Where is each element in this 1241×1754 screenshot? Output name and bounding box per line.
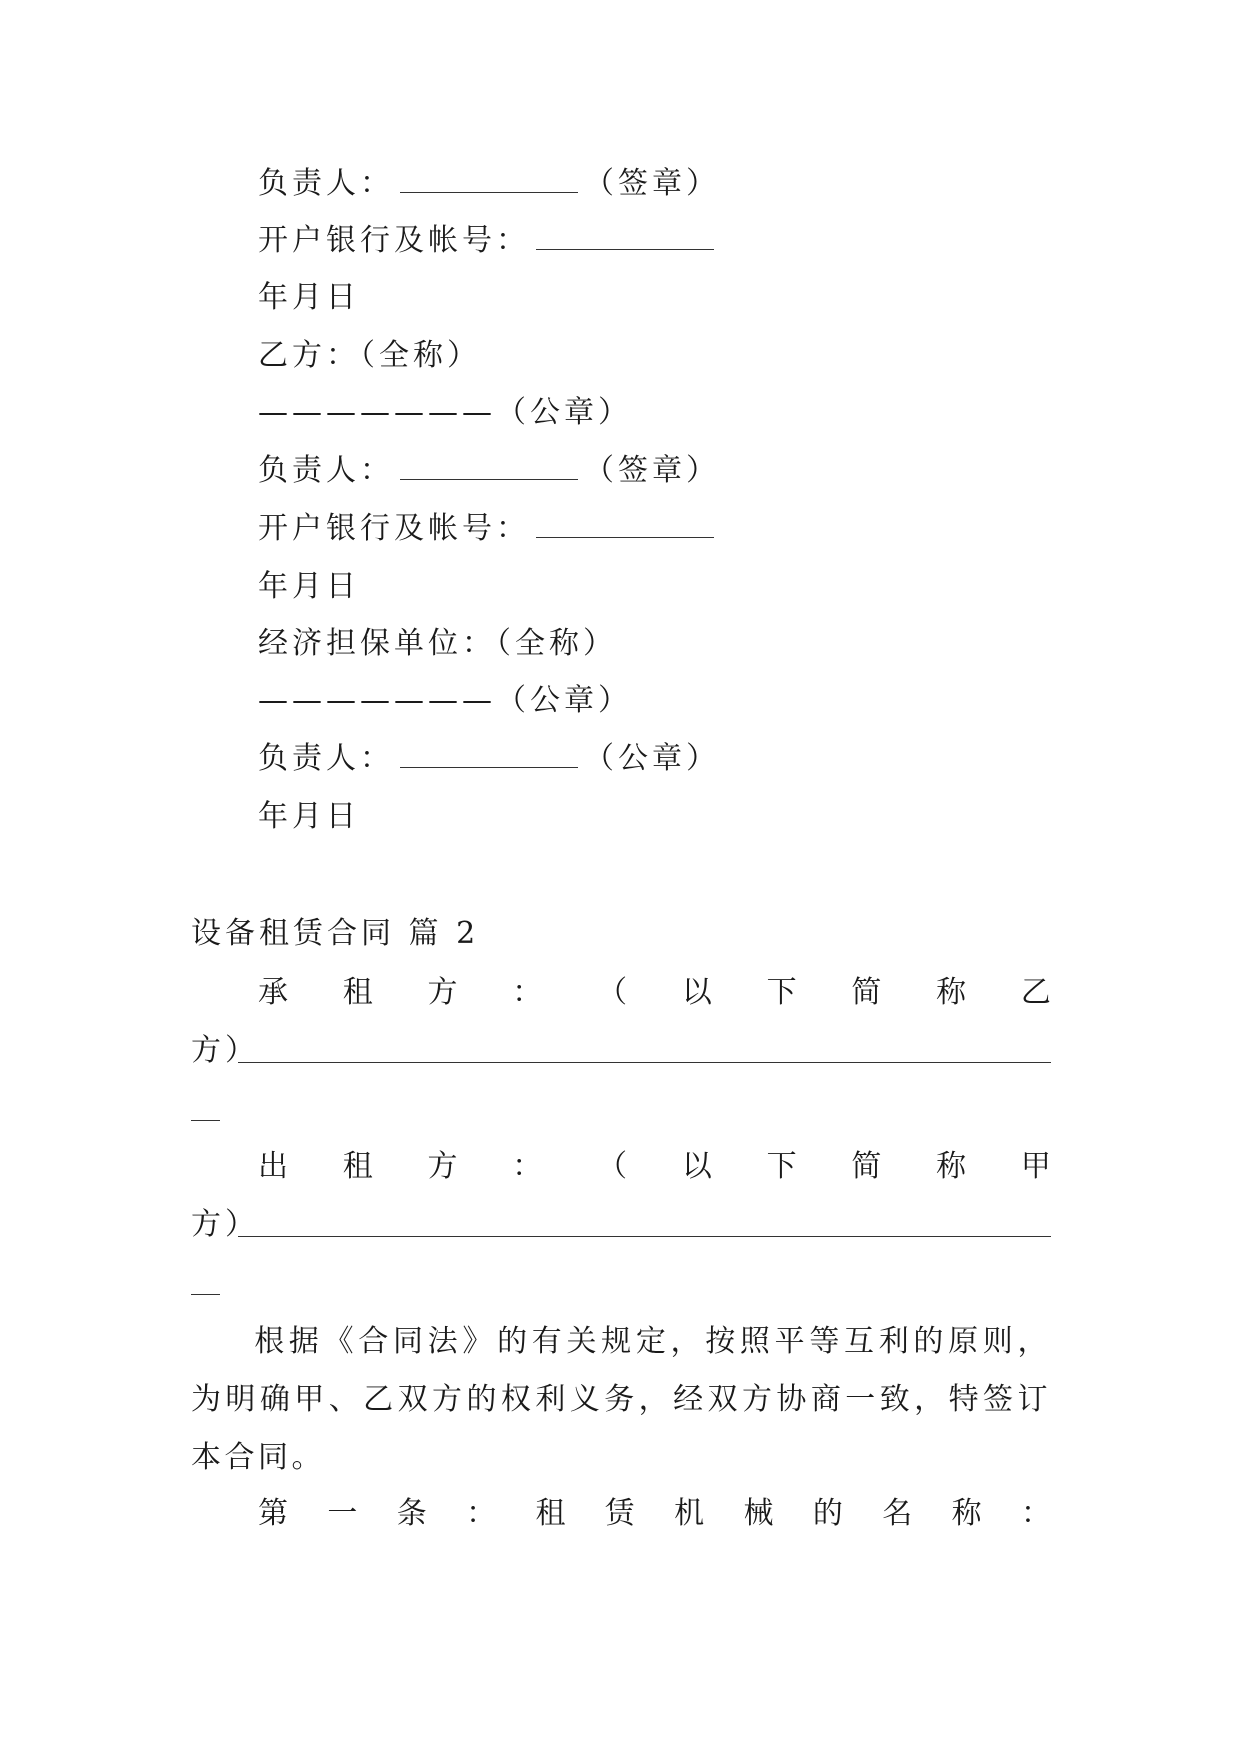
party-b-title: 乙方：（全称） [258, 338, 481, 373]
lessee-line [258, 973, 1051, 1013]
party-b-responsible-label: 负责人： [258, 453, 394, 488]
article-1-char: 的 [812, 1496, 843, 1531]
party-a-bank-label: 开户银行及帐号： [258, 223, 530, 258]
guarantor-seal-line: ———————（公章） [258, 683, 632, 718]
party-a-responsible-line [258, 164, 720, 204]
intro-paragraph [191, 1313, 1051, 1487]
lessor-line [258, 1147, 1051, 1187]
intro-paragraph-text: 根据《合同法》的有关规定，按照平等互利的原则，为明确甲、乙双方的权利义务，经双方协商一致，特签订本合同。 [191, 1324, 1051, 1475]
article-1-char: 械 [743, 1496, 774, 1531]
lessee-tail: 方） [191, 1033, 259, 1068]
party-b-bank-line [258, 509, 720, 549]
guarantor-responsible-blank [400, 739, 578, 768]
party-b-sign-note: （签章） [584, 453, 720, 488]
party-b-date: 年月日 [258, 569, 360, 604]
lessor-tail: 方） [191, 1207, 259, 1242]
lessor-fill-rule-end [191, 1294, 220, 1295]
lessor-char: 下 [766, 1149, 797, 1184]
article-1-char: 机 [674, 1496, 705, 1531]
lessor-char: 租 [342, 1149, 373, 1184]
lessee-fill-rule [238, 1062, 1051, 1063]
party-b-bank-label: 开户银行及帐号： [258, 511, 530, 546]
party-a-responsible-label: 负责人： [258, 166, 394, 201]
article-1-char: ： [1020, 1496, 1051, 1531]
guarantor-sign-note: （公章） [584, 741, 720, 776]
guarantor-date: 年月日 [258, 799, 360, 834]
party-b-responsible-blank [400, 451, 578, 480]
lessee-char: 租 [342, 975, 373, 1010]
article-1-char: 第 [258, 1496, 288, 1531]
lessee-char: 以 [681, 975, 712, 1010]
article-1-char: 赁 [604, 1496, 635, 1531]
party-b-responsible-line [258, 451, 720, 491]
guarantor-title: 经济担保单位：（全称） [258, 626, 617, 661]
lessee-char: （ [597, 975, 628, 1010]
guarantor-responsible-line [258, 739, 720, 779]
lessor-char: 出 [258, 1149, 288, 1184]
party-a-date: 年月日 [258, 280, 360, 315]
party-a-bank-line [258, 221, 720, 261]
lessee-char: 乙 [1020, 975, 1051, 1010]
article-1-char: 租 [535, 1496, 566, 1531]
lessor-char: 方 [427, 1149, 458, 1184]
lessor-char: 甲 [1020, 1149, 1051, 1184]
lessor-char: ： [512, 1149, 543, 1184]
lessee-char: 称 [936, 975, 967, 1010]
article-1-char: ： [466, 1496, 497, 1531]
lessee-char: 简 [851, 975, 882, 1010]
article-1-char: 称 [951, 1496, 982, 1531]
party-a-responsible-blank [400, 164, 578, 193]
lessee-char: ： [512, 975, 543, 1010]
lessee-char: 下 [766, 975, 797, 1010]
lessor-char: 以 [681, 1149, 712, 1184]
lessor-char: 称 [936, 1149, 967, 1184]
article-1-char: 名 [882, 1496, 913, 1531]
party-b-seal-line: ———————（公章） [258, 395, 632, 430]
lessee-char: 承 [258, 975, 288, 1010]
lessee-fill-rule-end [191, 1120, 220, 1121]
party-a-bank-blank [536, 221, 714, 250]
article-1-char: 一 [327, 1496, 358, 1531]
article-1-char: 条 [396, 1496, 427, 1531]
article-1-line [258, 1494, 1051, 1534]
guarantor-responsible-label: 负责人： [258, 741, 394, 776]
lessor-fill-rule [238, 1236, 1051, 1237]
lessor-char: 简 [851, 1149, 882, 1184]
section-heading: 设备租赁合同 篇 2 [191, 916, 480, 951]
lessor-char: （ [597, 1149, 628, 1184]
lessee-char: 方 [427, 975, 458, 1010]
party-b-bank-blank [536, 509, 714, 538]
party-a-sign-note: （签章） [584, 166, 720, 201]
